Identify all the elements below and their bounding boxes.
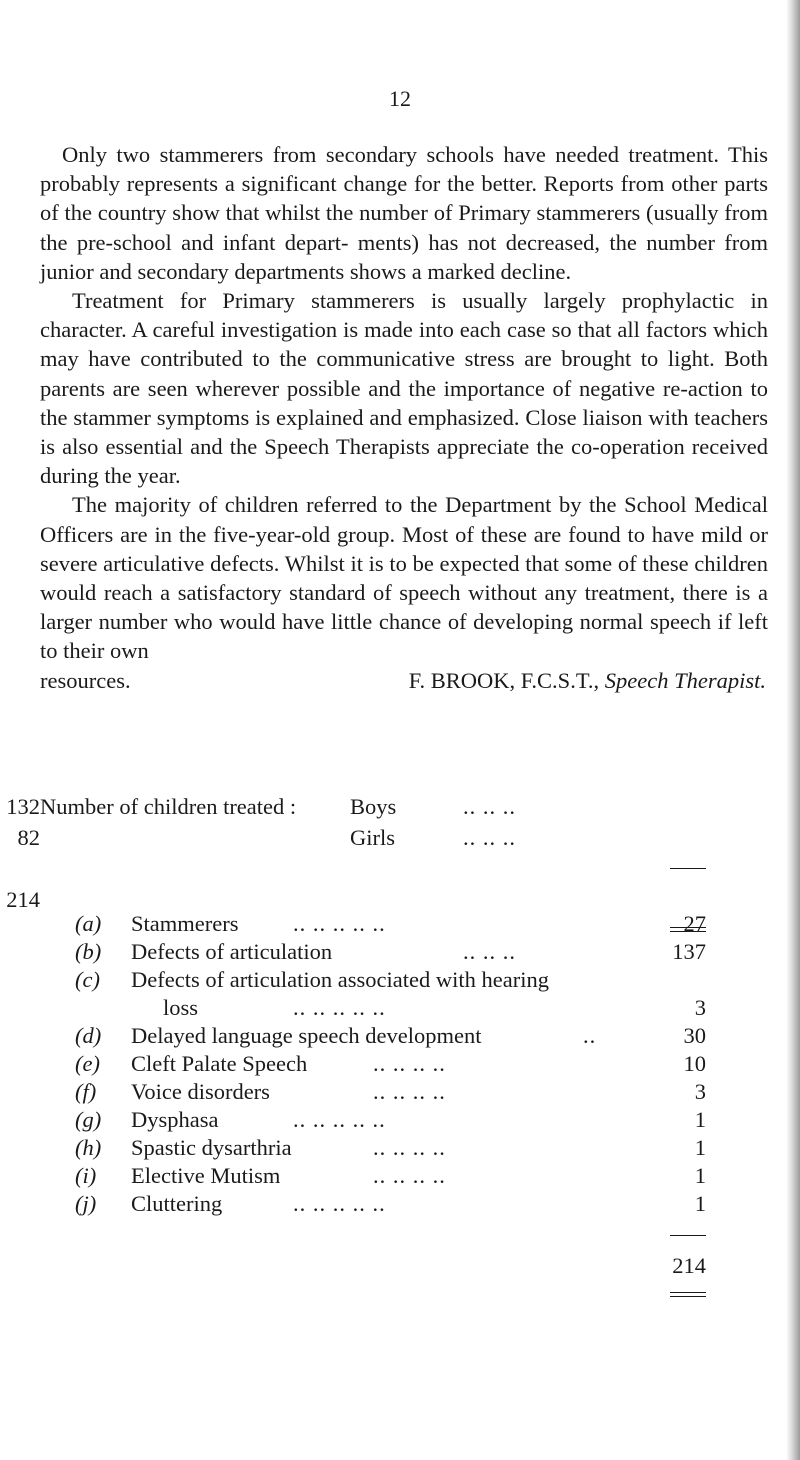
category-label: Voice disorders	[131, 1079, 270, 1104]
category-label: loss	[163, 995, 199, 1020]
closing-word: resources.	[40, 667, 131, 693]
totals-label: Number of children treated :	[40, 794, 297, 819]
totals-value: 132	[6, 794, 40, 819]
category-letter: (b)	[75, 939, 102, 964]
category-row	[40, 938, 768, 966]
leader-dots: .. .. .. .. ..	[293, 1191, 386, 1216]
sum-rule	[670, 868, 706, 869]
totals-category: Girls	[350, 825, 395, 850]
category-letter: (e)	[75, 1051, 100, 1076]
paragraph: The majority of children referred to the Department by the School Medical Officers are in the five-year-old group. Most of these are found to have mild or severe articulative defects. Whilst it is to be expected that some of these children would reach a satisfactory standard of speech without any treatment, there is a larger number who would have little chance of developing normal speech if left to their own	[40, 492, 768, 664]
category-row	[40, 994, 768, 1022]
leader-dots: .. .. .. ..	[373, 1079, 446, 1104]
category-letter: (j)	[75, 1191, 97, 1216]
category-letter: (g)	[75, 1107, 102, 1132]
signature-title: Speech Therapist.	[604, 667, 766, 693]
category-letter: (d)	[75, 1023, 102, 1048]
category-label: Cluttering	[131, 1191, 223, 1216]
category-letter: (c)	[75, 967, 100, 992]
category-value: 1	[694, 1107, 706, 1132]
signature-line	[40, 666, 768, 695]
category-value: 10	[683, 1051, 706, 1076]
report-body	[40, 140, 768, 695]
leader-dots: .. .. .. .. ..	[293, 995, 386, 1020]
category-row	[40, 966, 768, 994]
category-letter: (a)	[75, 911, 102, 936]
category-label: Dysphasa	[131, 1107, 219, 1132]
category-value: 27	[683, 911, 706, 936]
leader-dots: .. .. .. ..	[373, 1135, 446, 1160]
signature-name: F. BROOK, F.C.S.T.,	[408, 667, 600, 693]
leader-dots: .. .. .. .. ..	[293, 911, 386, 936]
category-value: 3	[694, 995, 706, 1020]
signature	[409, 666, 766, 695]
category-label: Stammerers	[131, 911, 239, 936]
leader-dots: .. .. ..	[463, 794, 516, 819]
category-value: 1	[694, 1135, 706, 1160]
leader-dots: .. .. .. .. ..	[293, 1107, 386, 1132]
category-label: Spastic dysarthria	[131, 1135, 292, 1160]
leader-dots: .. .. .. ..	[373, 1163, 446, 1188]
page-edge-shadow	[786, 0, 800, 1460]
page-number: 12	[389, 86, 411, 111]
paragraph: Treatment for Primary stammerers is usually largely prophylactic in character. A careful investigation is made into each case so that all factors which may have contributed to the communicative stress are brought to light. Both parents are seen wherever possible and the importance of negative re-action to the stammer symptoms is explained and emphasized. Close liaison with teachers is also essential and the Speech Therapists appreciate the co-operation received during the year.	[40, 288, 768, 489]
category-label: Cleft Palate Speech	[131, 1051, 308, 1076]
category-label: Defects of articulation associated with hearing	[131, 967, 549, 992]
category-value: 1	[694, 1191, 706, 1216]
leader-dots: .. .. ..	[463, 939, 516, 964]
category-row	[40, 1022, 768, 1050]
category-row	[40, 1050, 768, 1078]
category-row	[40, 1134, 768, 1162]
category-row	[40, 1162, 768, 1190]
category-label: Elective Mutism	[131, 1163, 281, 1188]
leader-dots: ..	[583, 1023, 597, 1048]
categories-total: 214	[672, 1253, 706, 1278]
leader-dots: .. .. ..	[463, 825, 516, 850]
category-value: 137	[672, 939, 706, 964]
totals-category: Boys	[350, 794, 397, 819]
category-value: 30	[683, 1023, 706, 1048]
category-row	[40, 1106, 768, 1134]
category-row	[40, 910, 768, 938]
category-letter: (i)	[75, 1163, 97, 1188]
category-value: 1	[694, 1163, 706, 1188]
category-row	[40, 1190, 768, 1218]
category-letter: (h)	[75, 1135, 102, 1160]
paragraph: Only two stammerers from secondary schools have needed treatment. This probably represents a significant change for the better. Reports from other parts of the country show that whilst the number of Primary stammerers (usually from the pre-school and infant depart- ments) has not decreased, the number from junior and secondary departments shows a marked decline.	[40, 142, 768, 284]
category-label: Defects of articulation	[131, 939, 333, 964]
category-value: 3	[694, 1079, 706, 1104]
category-letter: (f)	[75, 1079, 97, 1104]
totals-total: 214	[6, 887, 40, 912]
double-rule	[670, 1292, 706, 1297]
sum-rule	[670, 1235, 706, 1236]
totals-value: 82	[17, 825, 40, 850]
category-label: Delayed language speech development	[131, 1023, 482, 1048]
leader-dots: .. .. .. ..	[373, 1051, 446, 1076]
category-row	[40, 1078, 768, 1106]
categories-total-row	[40, 1252, 768, 1280]
